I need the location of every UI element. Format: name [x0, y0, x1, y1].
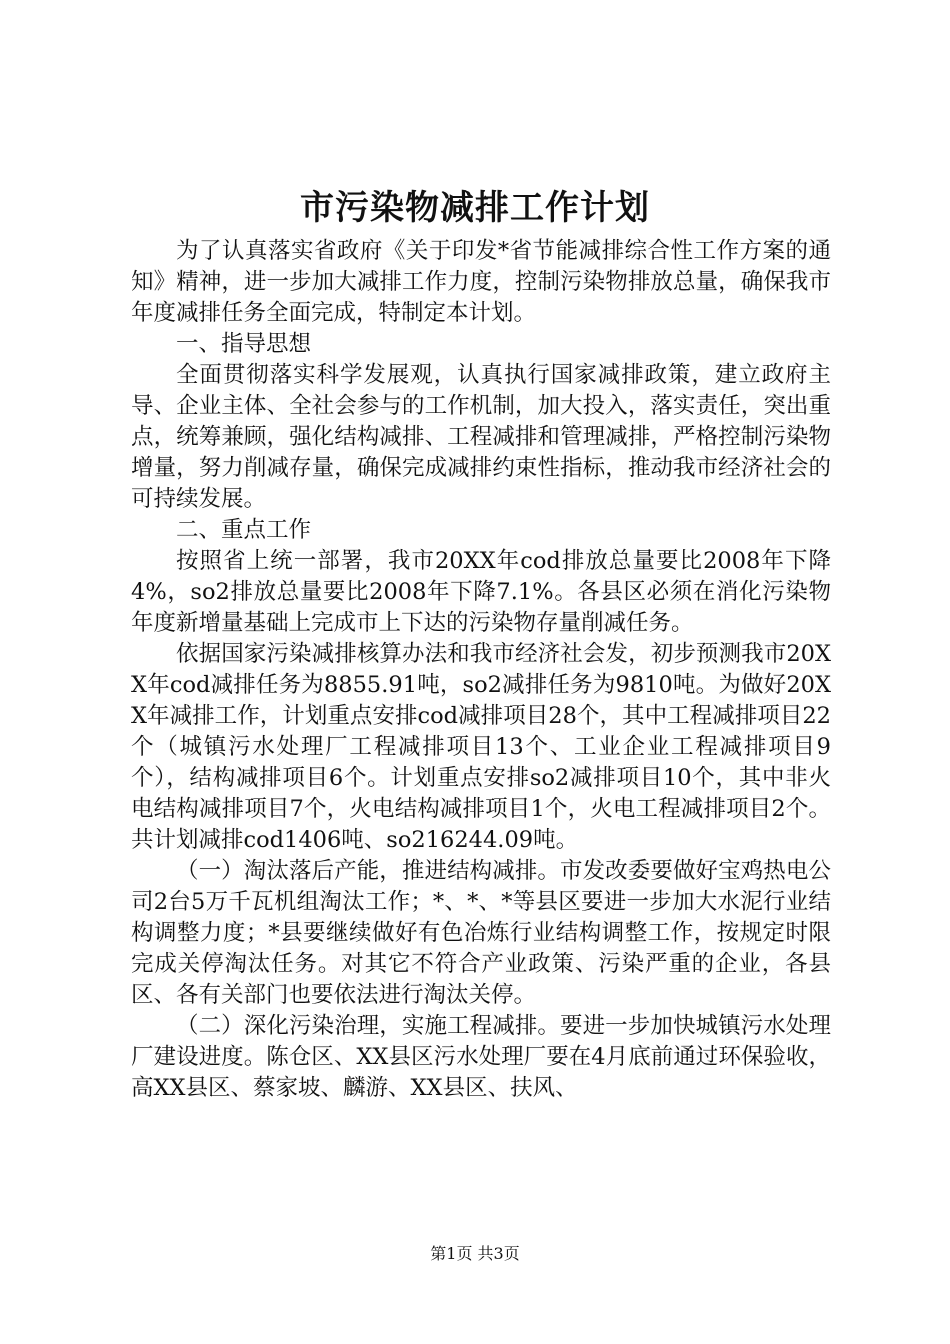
- section-heading-guiding-thought: 一、指导思想: [176, 331, 312, 357]
- structural-reduction-paragraph: （一）淘汰落后产能，推进结构减排。市发改委要做好宝鸡热电公司2台5万千瓦机组淘汰工作；*、*、*等县区要进一步加大水泥行业结构调整力度；*县要继续做好有色冶炼行业结构调整工作，按规定时限完成关停淘汰任务。对其它不符合产业政策、污染严重的企业，各县区、各有关部门也要依法进行淘汰关停。: [131, 858, 831, 1008]
- engineering-reduction-paragraph: （二）深化污染治理，实施工程减排。要进一步加快城镇污水处理厂建设进度。陈仓区、XX县区污水处理厂要在4月底前通过环保验收，高XX县区、蔡家坡、麟游、XX县区、扶风、: [131, 1013, 831, 1101]
- forecast-paragraph: 依据国家污染减排核算办法和我市经济社会发，初步预测我市20XX年cod减排任务为8855.91吨，so2减排任务为9810吨。为做好20XX年减排工作，计划重点安排cod减排项目28个，其中工程减排项目22个（城镇污水处理厂工程减排项目13个、工业企业工程减排项目9个），结构减排项目6个。计划重点安排so2减排项目10个，其中非火电结构减排项目7个，火电结构减排项目1个，火电工程减排项目2个。共计划减排cod1406吨、so216244.09吨。: [131, 641, 831, 853]
- document-body: [131, 236, 831, 1104]
- intro-paragraph: 为了认真落实省政府《关于印发*省节能减排综合性工作方案的通知》精神，进一步加大减排工作力度，控制污染物排放总量，确保我市年度减排任务全面完成，特制定本计划。: [131, 238, 831, 326]
- document-title: 市污染物减排工作计划: [300, 188, 650, 228]
- section-heading-key-work: 二、重点工作: [176, 517, 312, 543]
- guiding-thought-paragraph: 全面贯彻落实科学发展观，认真执行国家减排政策，建立政府主导、企业主体、全社会参与的工作机制，加大投入，落实责任，突出重点，统筹兼顾，强化结构减排、工程减排和管理减排，严格控制污染物增量，努力削减存量，确保完成减排约束性指标，推动我市经济社会的可持续发展。: [131, 362, 831, 512]
- page-footer: 第1页 共3页: [430, 1244, 520, 1263]
- targets-paragraph: 按照省上统一部署，我市20XX年cod排放总量要比2008年下降4%，so2排放总量要比2008年下降7.1%。各县区必须在消化污染物年度新增量基础上完成市上下达的污染物存量削减任务。: [131, 548, 831, 636]
